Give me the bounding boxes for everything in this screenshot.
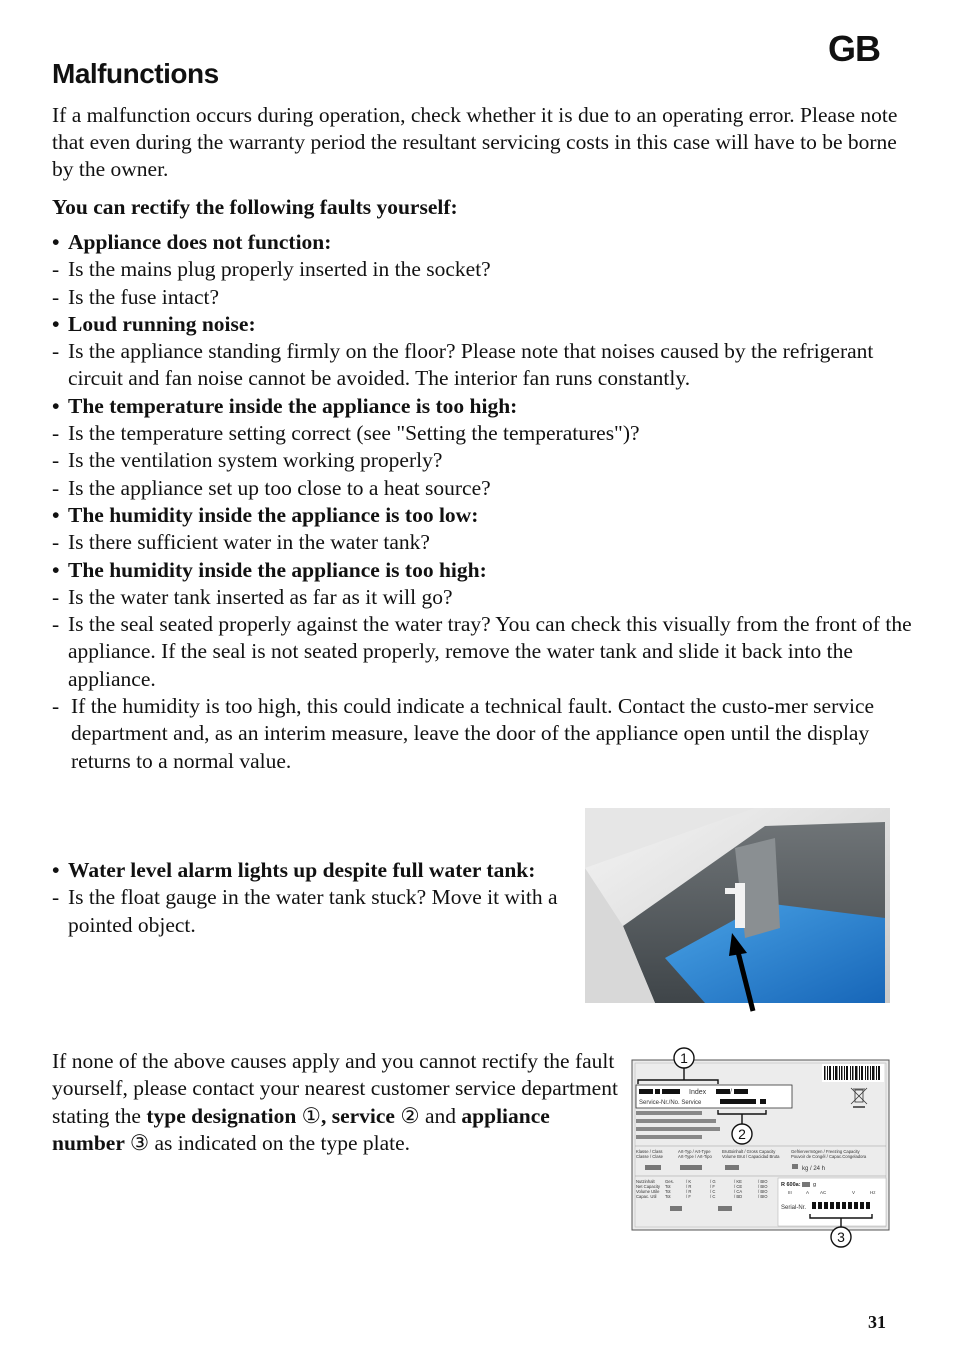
fault-check-item: [52, 529, 912, 556]
item-text: Is the mains plug properly inserted in the socket?: [68, 257, 491, 282]
svg-text:/ G: / G: [710, 1179, 716, 1184]
svg-text:/ C: / C: [710, 1194, 716, 1199]
svg-text:Index: Index: [689, 1089, 707, 1096]
item-text: Water level alarm lights up despite full water tank:: [68, 858, 536, 882]
item-text: Is the float gauge in the water tank stuck? Move it with a pointed object.: [68, 885, 558, 937]
item-text: Is the ventilation system working properly?: [68, 448, 443, 473]
svg-text:/ F: / F: [686, 1194, 691, 1199]
svg-text:Nutzinhalt: Nutzinhalt: [636, 1179, 655, 1184]
callout-3: [831, 1227, 851, 1247]
fault-check-item: [52, 584, 912, 611]
svg-text:Art-Type / Art-Tipo: Art-Type / Art-Tipo: [678, 1154, 712, 1159]
svg-text:Tot: Tot: [665, 1184, 671, 1189]
svg-text:/ R: / R: [686, 1189, 692, 1194]
bullet-mark: •: [52, 230, 60, 254]
svg-text:kg / 24 h: kg / 24 h: [802, 1166, 826, 1172]
contact-service-paragraph: If none of the above causes apply and you cannot rectify the fault yourself, please contact your nearest customer service department stating the type designation ①, service ② and appliance number ③ as indicated on the type plate.: [52, 1049, 618, 1155]
page-title: Malfunctions: [52, 58, 219, 89]
callout-1: [674, 1048, 694, 1068]
svg-text:A: A: [806, 1190, 810, 1195]
item-text: Is the appliance standing firmly on the floor? Please note that noises caused by the refrigerant circuit and fan noise cannot be avoided. The interior fan runs constantly.: [68, 339, 874, 391]
svg-text:/: /: [730, 1089, 732, 1096]
svg-text:Classe / Clase: Classe / Clase: [636, 1154, 663, 1159]
svg-text:/ F: / F: [710, 1184, 715, 1189]
svg-text:Volume Brut / Capacidad Bruta: Volume Brut / Capacidad Bruta: [722, 1154, 780, 1159]
faults-subheading: You can rectify the following faults yourself:: [52, 195, 458, 219]
svg-text:Volume Utile: Volume Utile: [636, 1189, 660, 1194]
svg-text:/ BIO: / BIO: [758, 1184, 768, 1189]
svg-text:/ CE: / CE: [734, 1184, 743, 1189]
svg-text:Tot: Tot: [665, 1189, 671, 1194]
callout-2: [732, 1124, 752, 1144]
svg-text:/ BIO: / BIO: [758, 1179, 768, 1184]
svg-text:AC: AC: [820, 1190, 827, 1195]
page-number: 31: [868, 1312, 886, 1332]
dash-mark: -: [52, 421, 60, 446]
item-text: Is the temperature setting correct (see "Setting the temperatures")?: [68, 421, 640, 446]
dash-mark: -: [52, 475, 60, 500]
svg-text:Bruttoinhalt / Gross Capacity: Bruttoinhalt / Gross Capacity: [722, 1149, 776, 1154]
svg-text:1: 1: [680, 1050, 688, 1066]
dash-mark: -: [52, 530, 60, 555]
bullet-mark: •: [52, 311, 60, 336]
svg-text:Klasse / Class: Klasse / Class: [636, 1149, 663, 1154]
item-text: If the humidity is too high, this could indicate a technical fault. Contact the custo-mer service department and, as an interim measure, leave the door of the appliance open until the display returns to a normal value.: [71, 694, 875, 773]
svg-text:Art-Typ / Art-Type: Art-Typ / Art-Type: [678, 1149, 711, 1154]
barcode-graphic: [822, 1064, 884, 1082]
fault-heading: [52, 229, 912, 256]
svg-text:Tot: Tot: [665, 1194, 671, 1199]
fault-heading: [52, 857, 572, 884]
fault-check-item: [52, 475, 912, 502]
dash-mark: -: [52, 612, 60, 637]
fault-check-item: [52, 884, 572, 939]
item-text: Appliance does not function:: [68, 230, 332, 254]
fault-check-item: [52, 611, 912, 693]
svg-text:2: 2: [738, 1126, 746, 1142]
item-text: Is the fuse intact?: [68, 284, 220, 309]
fault-check-item: [52, 284, 912, 311]
svg-text:Net Capacity: Net Capacity: [636, 1184, 660, 1189]
dash-mark: -: [52, 257, 60, 282]
item-text: Loud running noise:: [68, 311, 256, 336]
dash-mark: -: [52, 885, 60, 910]
svg-text:/ BD: / BD: [734, 1194, 743, 1199]
bullet-mark: •: [52, 858, 60, 882]
svg-text:/ C: / C: [710, 1189, 716, 1194]
svg-text:III: III: [788, 1190, 792, 1195]
item-text: Is the appliance set up too close to a heat source?: [68, 475, 491, 500]
item-text: The temperature inside the appliance is too high:: [68, 393, 518, 418]
intro-paragraph: If a malfunction occurs during operation, check whether it is due to an operating error. Please note that even during the warranty period the resultant servicing costs in this case will have to be borne by the owner.: [52, 103, 898, 181]
svg-text:R 600a:: R 600a:: [781, 1182, 801, 1188]
svg-text:Service-Nr./No. Service: Service-Nr./No. Service: [639, 1100, 702, 1106]
item-text: Is there sufficient water in the water tank?: [68, 530, 430, 555]
svg-text:/ BIO: / BIO: [758, 1189, 768, 1194]
item-text: The humidity inside the appliance is too low:: [68, 502, 479, 527]
bullet-mark: •: [52, 393, 60, 418]
item-text: Is the water tank inserted as far as it will go?: [68, 584, 453, 609]
dash-mark: -: [52, 584, 60, 609]
water-alarm-list: [52, 857, 572, 939]
dash-mark: -: [52, 339, 60, 364]
svg-text:Pouvoir de Congél / Capac.Cong: Pouvoir de Congél / Capac.Congeladora: [791, 1154, 867, 1159]
fault-heading: [52, 311, 912, 338]
fault-list: [52, 229, 912, 775]
fault-heading: [52, 502, 912, 529]
svg-text:3: 3: [837, 1229, 845, 1245]
svg-text:/ CA: / CA: [734, 1189, 743, 1194]
bullet-mark: •: [52, 502, 60, 527]
type-plate-diagram: [630, 1044, 892, 1249]
language-badge: GB: [828, 28, 880, 69]
svg-text:g: g: [813, 1182, 817, 1188]
fault-heading: [52, 393, 912, 420]
svg-text:Capac. Util: Capac. Util: [636, 1194, 657, 1199]
fault-heading: [52, 557, 912, 584]
svg-text:/ KE: / KE: [734, 1179, 742, 1184]
svg-text:Gefriervermögen / Freezing Cap: Gefriervermögen / Freezing Capacity: [791, 1149, 860, 1154]
svg-text:/ K: / K: [686, 1179, 692, 1184]
item-text: Is the seal seated properly against the water tray? You can check this visually from the front of the appliance. If the seal is not seated properly, remove the water tank and slide it back into the appliance.: [68, 612, 912, 691]
water-tank-photo: [585, 808, 890, 1016]
item-text: The humidity inside the appliance is too high:: [68, 557, 487, 582]
bullet-mark: •: [52, 557, 60, 582]
svg-text:Hz: Hz: [870, 1190, 876, 1195]
fault-check-item: [52, 693, 912, 775]
svg-text:Ges.: Ges.: [665, 1179, 674, 1184]
dash-mark: -: [52, 694, 60, 719]
fault-check-item: [52, 338, 912, 393]
fault-check-item: [52, 420, 912, 447]
dash-mark: -: [52, 284, 60, 309]
svg-text:Serial-Nr.: Serial-Nr.: [781, 1205, 807, 1211]
fault-check-item: [52, 256, 912, 283]
svg-text:/ R: / R: [686, 1184, 692, 1189]
fault-check-item: [52, 447, 912, 474]
svg-text:/ BIO: / BIO: [758, 1194, 768, 1199]
dash-mark: -: [52, 448, 60, 473]
svg-text:V: V: [852, 1190, 856, 1195]
